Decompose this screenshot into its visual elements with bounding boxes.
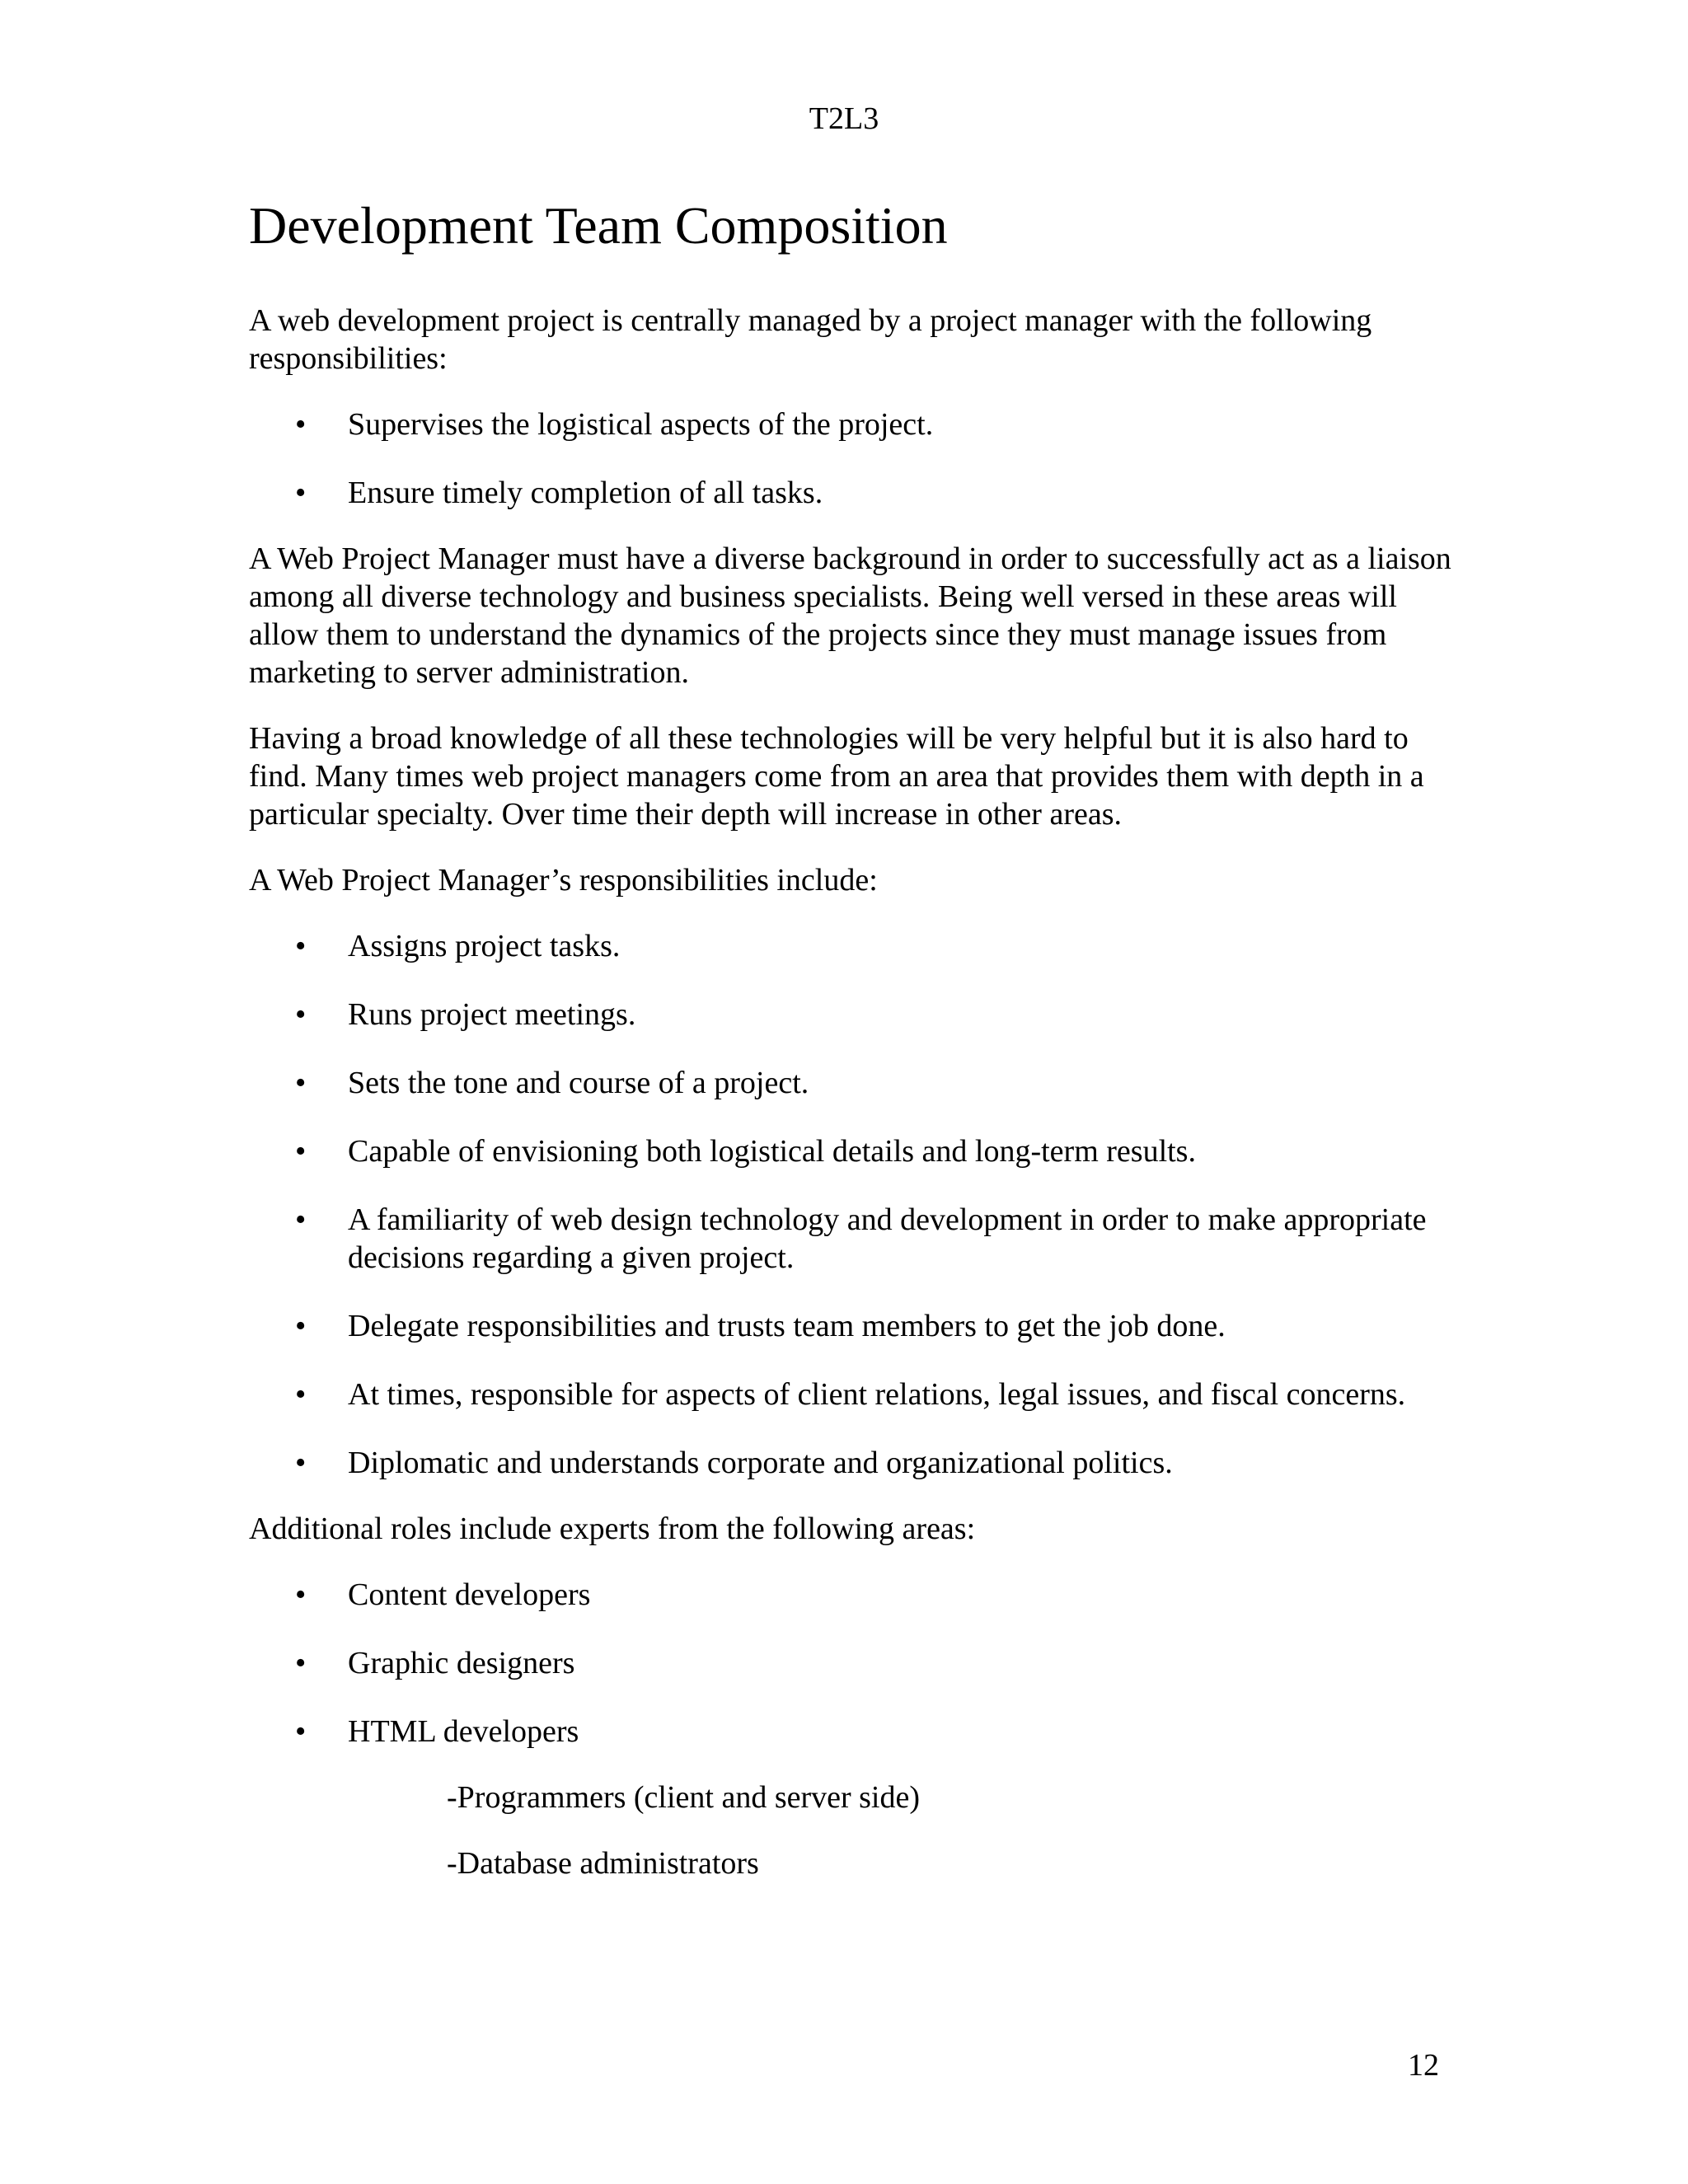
list-item bbox=[249, 1713, 1452, 1750]
bullet-icon: • bbox=[295, 997, 307, 1032]
responsibilities-intro: A Web Project Manager’s responsibilities include: bbox=[249, 863, 878, 898]
list-item-text: Capable of envisioning both logistical details and long-term results. bbox=[348, 1134, 1196, 1169]
list-item-text: HTML developers bbox=[348, 1714, 579, 1749]
bullet-icon: • bbox=[295, 1377, 307, 1412]
list-item bbox=[249, 1064, 1452, 1102]
list-item-text: Sets the tone and course of a project. bbox=[348, 1066, 809, 1100]
list-item-text: Ensure timely completion of all tasks. bbox=[348, 476, 823, 510]
list-item bbox=[249, 1201, 1452, 1277]
list-item-text: Content developers bbox=[348, 1577, 591, 1612]
bullet-icon: • bbox=[295, 1714, 307, 1749]
list-item-text: Runs project meetings. bbox=[348, 997, 636, 1032]
list-item-text: Assigns project tasks. bbox=[348, 929, 621, 963]
list-item bbox=[249, 405, 1452, 443]
list-item bbox=[249, 996, 1452, 1033]
responsibilities-list bbox=[249, 927, 1452, 1482]
bullet-icon: • bbox=[295, 1577, 307, 1612]
list-item bbox=[249, 927, 1452, 965]
list-item bbox=[249, 1376, 1452, 1413]
bullet-icon: • bbox=[295, 1066, 307, 1100]
bullet-icon: • bbox=[295, 407, 307, 442]
list-item-text: Supervises the logistical aspects of the project. bbox=[348, 407, 934, 442]
roles-list bbox=[249, 1576, 1452, 1750]
list-item-text: At times, responsible for aspects of client relations, legal issues, and fiscal concerns. bbox=[348, 1377, 1406, 1412]
roles-intro: Additional roles include experts from the following areas: bbox=[249, 1511, 976, 1546]
list-item-text: A familiarity of web design technology and development in order to make appropriate decisions regarding a given project. bbox=[348, 1202, 1427, 1275]
list-item bbox=[249, 1444, 1452, 1482]
sub-role-item: -Programmers (client and server side) bbox=[447, 1780, 921, 1815]
list-item bbox=[249, 1307, 1452, 1345]
bullet-icon: • bbox=[295, 1309, 307, 1343]
bullet-icon: • bbox=[295, 1202, 307, 1237]
list-item-text: Delegate responsibilities and trusts team members to get the job done. bbox=[348, 1309, 1226, 1343]
list-item bbox=[249, 1576, 1452, 1614]
bullet-icon: • bbox=[295, 929, 307, 963]
intro-bullet-list bbox=[249, 405, 1452, 512]
list-item-text: Diplomatic and understands corporate and organizational politics. bbox=[348, 1446, 1173, 1480]
list-item bbox=[249, 1132, 1452, 1170]
page-number: 12 bbox=[1408, 2048, 1439, 2083]
list-item bbox=[249, 474, 1452, 512]
manager-background-paragraph: A Web Project Manager must have a diverse background in order to successfully act as a liaison among all diverse technology and business specialists. Being well versed in these areas will allow them to understand the dynamics of the projects since they must manage issues from marketing to server administration. bbox=[249, 541, 1451, 690]
bullet-icon: • bbox=[295, 1646, 307, 1680]
bullet-icon: • bbox=[295, 476, 307, 510]
page-header: T2L3 bbox=[809, 101, 879, 136]
bullet-icon: • bbox=[295, 1134, 307, 1169]
list-item bbox=[249, 1644, 1452, 1682]
knowledge-paragraph: Having a broad knowledge of all these technologies will be very helpful but it is also hard to find. Many times web project managers come from an area that provides them with depth in a particular specialty. Over time their depth will increase in other areas. bbox=[249, 721, 1424, 832]
bullet-icon: • bbox=[295, 1446, 307, 1480]
page-content bbox=[249, 191, 1452, 1910]
list-item-text: Graphic designers bbox=[348, 1646, 575, 1680]
sub-role-item: -Database administrators bbox=[447, 1846, 759, 1881]
page-title: Development Team Composition bbox=[249, 196, 948, 255]
intro-paragraph: A web development project is centrally managed by a project manager with the following responsibilities: bbox=[249, 303, 1372, 376]
